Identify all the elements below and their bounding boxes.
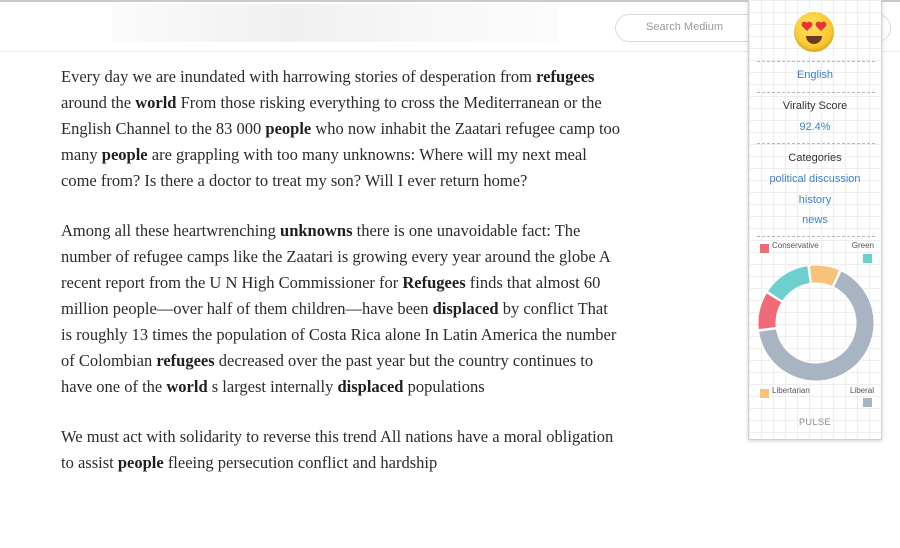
highlighted-keyword: refugees (536, 67, 595, 86)
pulse-footer-label: PULSE (798, 417, 831, 427)
donut-slice-green (767, 266, 810, 302)
article-paragraph (61, 64, 621, 194)
pulse-extension-panel (748, 0, 882, 440)
highlighted-keyword: refugees (156, 351, 215, 370)
categories-label: Categories (788, 152, 842, 164)
highlighted-keyword: unknowns (280, 221, 353, 240)
legend-label-green: Green (851, 241, 874, 250)
highlighted-keyword: people (117, 453, 164, 472)
highlighted-keyword: displaced (337, 377, 404, 396)
paragraph-text: are grappling with too many unknowns: Where will my next meal come from? Is there a doctor to treat my son? Will I ever return home? (61, 145, 587, 190)
smile-mouth (806, 36, 822, 44)
article-paragraph (61, 218, 621, 400)
legend-swatch-libertarian (760, 389, 769, 398)
legend-label-conservative: Conservative (772, 241, 819, 250)
category-item[interactable]: news (802, 214, 828, 226)
language-label[interactable]: English (796, 69, 834, 81)
highlighted-keyword: world (166, 377, 208, 396)
highlighted-keyword: people (101, 145, 148, 164)
article-body (61, 64, 621, 500)
legend-swatch-liberal (863, 398, 872, 407)
article-paragraph (61, 424, 621, 476)
paragraph-text: finds that almost 60 million people—over half of them children—have been (61, 273, 601, 318)
heart-eyes-emoji-icon (794, 12, 834, 52)
category-item[interactable]: political discussion (769, 173, 861, 185)
paragraph-text: From those risking everything to cross the Mediterranean or the English Channel to the 83 000 (61, 93, 602, 138)
paragraph-text: s largest internally (207, 377, 338, 396)
search-input[interactable]: Search Medium (615, 14, 891, 42)
legend-label-libertarian: Libertarian (772, 386, 810, 395)
virality-score-value: 92.4% (799, 121, 831, 133)
paragraph-text: by conflict That is roughly 13 times the population of Costa Rica alone In Latin America the number of Colombian (61, 299, 617, 370)
leaning-donut-chart (756, 262, 876, 384)
virality-score-label: Virality Score (782, 100, 848, 112)
paragraph-text: there is one unavoidable fact: The number of refugee camps like the Zaatari is growing every year around the globe A recent report from the U N High Commissioner for (61, 221, 610, 292)
paragraph-text: We must act with solidarity to reverse this trend All nations have a moral obligation to assist (61, 427, 614, 472)
paragraph-text: around the (61, 93, 136, 112)
highlighted-keyword: world (135, 93, 177, 112)
paragraph-text: Among all these heartwrenching (61, 221, 281, 240)
paragraph-text: Every day we are inundated with harrowing stories of desperation from (61, 67, 537, 86)
highlighted-keyword: displaced (432, 299, 499, 318)
divider (757, 143, 875, 144)
divider (757, 92, 875, 93)
category-item[interactable]: history (798, 194, 832, 206)
paragraph-text: fleeing persecution conflict and hardship (163, 453, 438, 472)
divider (757, 61, 875, 62)
paragraph-text: populations (403, 377, 485, 396)
paragraph-text: who now inhabit the Zaatari refugee camp too many (61, 119, 621, 164)
legend-swatch-conservative (760, 244, 769, 253)
divider (757, 236, 875, 237)
header-image-strip (112, 4, 558, 42)
highlighted-keyword: Refugees (402, 273, 466, 292)
paragraph-text: decreased over the past year but the country continues to have one of the (61, 351, 594, 396)
highlighted-keyword: people (265, 119, 312, 138)
legend-label-liberal: Liberal (849, 386, 874, 395)
heart-eye-right-icon (815, 21, 827, 32)
heart-eye-left-icon (801, 21, 813, 32)
